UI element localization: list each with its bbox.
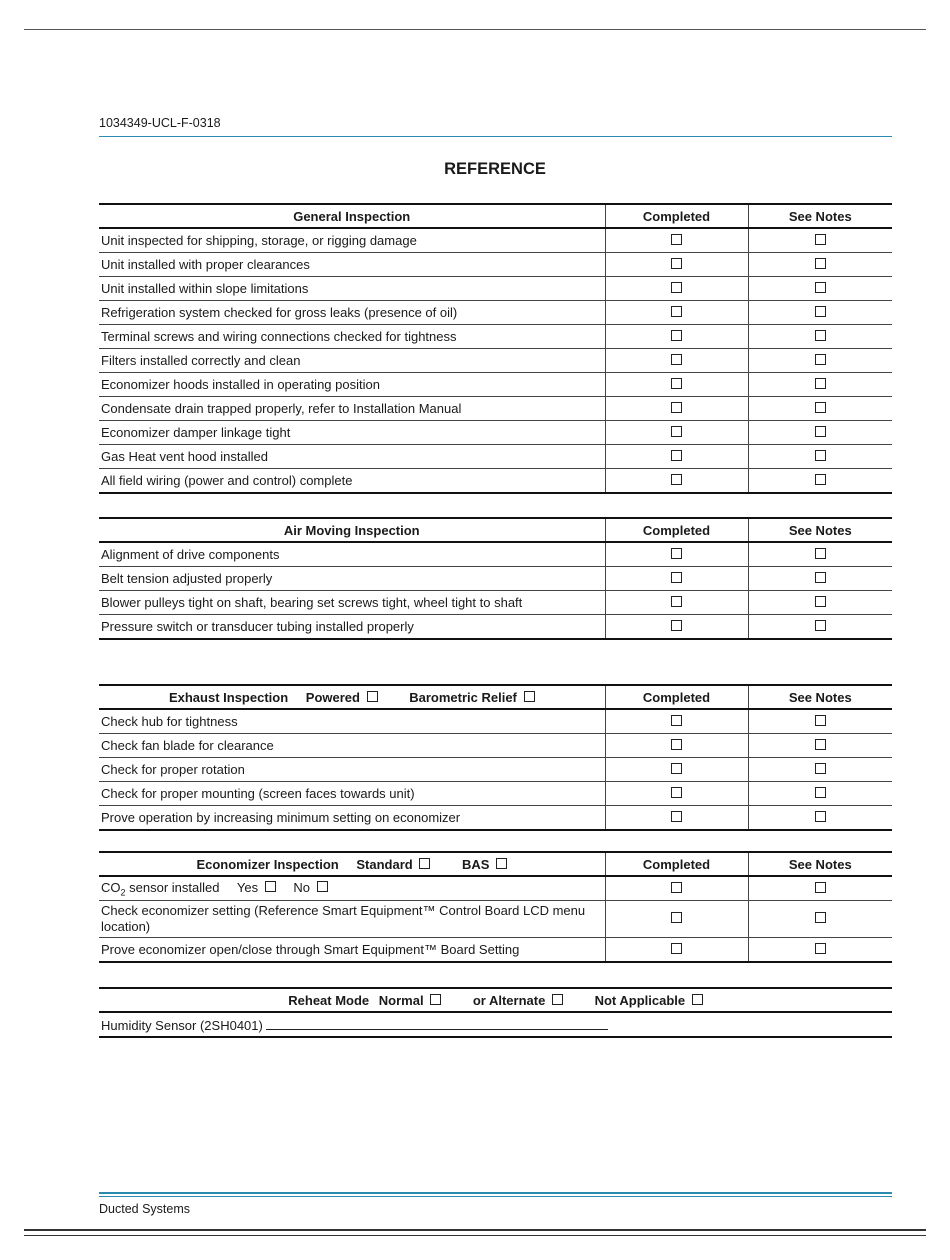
completed-checkbox[interactable]	[671, 763, 682, 774]
completed-checkbox[interactable]	[671, 620, 682, 631]
see-notes-checkbox[interactable]	[815, 763, 826, 774]
completed-cell	[605, 277, 748, 301]
top-rule	[24, 29, 926, 30]
table-row	[99, 1012, 892, 1037]
completed-checkbox[interactable]	[671, 402, 682, 413]
co2-yes-checkbox[interactable]	[265, 881, 276, 892]
reheat-normal-label: Normal	[378, 992, 424, 1008]
completed-header: Completed	[605, 685, 748, 709]
see-notes-cell	[748, 734, 892, 758]
table-row	[99, 253, 892, 277]
table-row	[99, 567, 892, 591]
row-label: Terminal screws and wiring connections checked for tightness	[99, 325, 605, 349]
see-notes-cell	[748, 349, 892, 373]
table-row	[99, 734, 892, 758]
row-label: Check for proper mounting (screen faces towards unit)	[99, 782, 605, 806]
see-notes-cell	[748, 806, 892, 831]
row-label: Check fan blade for clearance	[99, 734, 605, 758]
row-label: Pressure switch or transducer tubing installed properly	[99, 615, 605, 640]
see-notes-checkbox[interactable]	[815, 258, 826, 269]
co2-yes-label: Yes	[236, 879, 259, 895]
table-row	[99, 325, 892, 349]
page-title: REFERENCE	[444, 160, 546, 178]
row-label: Prove operation by increasing minimum setting on economizer	[99, 806, 605, 831]
table-row	[99, 876, 892, 901]
row-label: Unit installed within slope limitations	[99, 277, 605, 301]
completed-cell	[605, 349, 748, 373]
table-row	[99, 758, 892, 782]
economizer-inspection-heading	[99, 852, 605, 876]
table-row	[99, 301, 892, 325]
reheat-mode-heading	[99, 988, 892, 1012]
see-notes-cell	[748, 277, 892, 301]
co2-no-checkbox[interactable]	[317, 881, 328, 892]
completed-cell	[605, 469, 748, 494]
completed-cell	[605, 228, 748, 253]
see-notes-checkbox[interactable]	[815, 882, 826, 893]
completed-checkbox[interactable]	[671, 596, 682, 607]
completed-cell	[605, 397, 748, 421]
see-notes-checkbox[interactable]	[815, 943, 826, 954]
completed-cell	[605, 782, 748, 806]
exhaust-powered-label: Powered	[305, 689, 360, 705]
see-notes-header: See Notes	[748, 518, 892, 542]
completed-cell	[605, 421, 748, 445]
see-notes-checkbox[interactable]	[815, 354, 826, 365]
see-notes-cell	[748, 615, 892, 640]
row-label: Check for proper rotation	[99, 758, 605, 782]
general-inspection-table	[99, 203, 892, 494]
completed-cell	[605, 301, 748, 325]
row-label: Gas Heat vent hood installed	[99, 445, 605, 469]
completed-checkbox[interactable]	[671, 548, 682, 559]
completed-checkbox[interactable]	[671, 474, 682, 485]
table-row	[99, 349, 892, 373]
completed-checkbox[interactable]	[671, 378, 682, 389]
see-notes-checkbox[interactable]	[815, 426, 826, 437]
table-row	[99, 615, 892, 640]
row-label: All field wiring (power and control) complete	[99, 469, 605, 494]
completed-cell	[605, 591, 748, 615]
exhaust-barometric-label: Barometric Relief	[409, 689, 517, 705]
row-label: Check hub for tightness	[99, 709, 605, 734]
completed-checkbox[interactable]	[671, 787, 682, 798]
completed-cell	[605, 542, 748, 567]
reheat-not-applicable-label: Not Applicable	[594, 992, 686, 1008]
reheat-normal-checkbox[interactable]	[430, 994, 441, 1005]
table-row	[99, 277, 892, 301]
exhaust-heading-label: Exhaust Inspection	[168, 689, 289, 705]
see-notes-cell	[748, 542, 892, 567]
see-notes-cell	[748, 421, 892, 445]
completed-checkbox[interactable]	[671, 811, 682, 822]
see-notes-checkbox[interactable]	[815, 450, 826, 461]
completed-cell	[605, 615, 748, 640]
humidity-sensor-row	[99, 1012, 892, 1037]
reheat-alternate-label: or Alternate	[472, 992, 546, 1008]
see-notes-checkbox[interactable]	[815, 715, 826, 726]
bottom-rule	[24, 1235, 926, 1236]
see-notes-cell	[748, 228, 892, 253]
row-label: Unit installed with proper clearances	[99, 253, 605, 277]
header-rule	[99, 136, 892, 137]
reheat-mode-table	[99, 987, 892, 1038]
completed-checkbox[interactable]	[671, 715, 682, 726]
see-notes-checkbox[interactable]	[815, 572, 826, 583]
economizer-bas-label: BAS	[461, 856, 490, 872]
see-notes-checkbox[interactable]	[815, 787, 826, 798]
humidity-sensor-field[interactable]	[266, 1017, 608, 1030]
completed-checkbox[interactable]	[671, 943, 682, 954]
row-label: $CO_2$ sensor installed Yes No	[99, 876, 605, 901]
see-notes-checkbox[interactable]	[815, 402, 826, 413]
see-notes-cell	[748, 253, 892, 277]
completed-checkbox[interactable]	[671, 739, 682, 750]
see-notes-header: See Notes	[748, 685, 892, 709]
completed-cell	[605, 734, 748, 758]
air-moving-inspection-table	[99, 517, 892, 640]
completed-checkbox[interactable]	[671, 912, 682, 923]
table-row	[99, 445, 892, 469]
completed-checkbox[interactable]	[671, 330, 682, 341]
row-label: Prove economizer open/close through Smart Equipment™ Board Setting	[99, 938, 605, 963]
completed-header: Completed	[605, 852, 748, 876]
completed-checkbox[interactable]	[671, 282, 682, 293]
reheat-alternate-checkbox[interactable]	[552, 994, 563, 1005]
co2-no-label: No	[293, 879, 310, 895]
row-label: Economizer damper linkage tight	[99, 421, 605, 445]
completed-cell	[605, 445, 748, 469]
exhaust-inspection-heading	[99, 685, 605, 709]
table-row	[99, 421, 892, 445]
footer-rule	[99, 1196, 892, 1197]
row-label: Refrigeration system checked for gross leaks (presence of oil)	[99, 301, 605, 325]
see-notes-checkbox[interactable]	[815, 282, 826, 293]
see-notes-checkbox[interactable]	[815, 620, 826, 631]
humidity-sensor-label: Humidity Sensor (2SH0401)	[101, 1017, 263, 1033]
reheat-not-applicable-checkbox[interactable]	[692, 994, 703, 1005]
exhaust-powered-checkbox[interactable]	[367, 691, 378, 702]
completed-header: Completed	[605, 518, 748, 542]
see-notes-cell	[748, 325, 892, 349]
see-notes-checkbox[interactable]	[815, 474, 826, 485]
bottom-rule	[24, 1229, 926, 1231]
see-notes-header: See Notes	[748, 204, 892, 228]
see-notes-cell	[748, 709, 892, 734]
completed-checkbox[interactable]	[671, 450, 682, 461]
table-row	[99, 901, 892, 938]
completed-cell	[605, 758, 748, 782]
see-notes-checkbox[interactable]	[815, 739, 826, 750]
see-notes-checkbox[interactable]	[815, 330, 826, 341]
completed-cell	[605, 806, 748, 831]
see-notes-checkbox[interactable]	[815, 548, 826, 559]
completed-checkbox[interactable]	[671, 306, 682, 317]
economizer-bas-checkbox[interactable]	[496, 858, 507, 869]
completed-checkbox[interactable]	[671, 572, 682, 583]
document-id: 1034349-UCL-F-0318	[99, 116, 221, 130]
economizer-standard-checkbox[interactable]	[419, 858, 430, 869]
see-notes-cell	[748, 567, 892, 591]
see-notes-cell	[748, 301, 892, 325]
footer-rule	[99, 1192, 892, 1194]
table-row	[99, 228, 892, 253]
see-notes-checkbox[interactable]	[815, 596, 826, 607]
economizer-inspection-table	[99, 851, 892, 963]
see-notes-header: See Notes	[748, 852, 892, 876]
completed-checkbox[interactable]	[671, 234, 682, 245]
completed-checkbox[interactable]	[671, 426, 682, 437]
see-notes-checkbox[interactable]	[815, 306, 826, 317]
see-notes-checkbox[interactable]	[815, 234, 826, 245]
see-notes-cell	[748, 758, 892, 782]
see-notes-checkbox[interactable]	[815, 378, 826, 389]
completed-cell	[605, 373, 748, 397]
row-label: Belt tension adjusted properly	[99, 567, 605, 591]
completed-cell	[605, 938, 748, 963]
exhaust-barometric-checkbox[interactable]	[524, 691, 535, 702]
row-label: Blower pulleys tight on shaft, bearing set screws tight, wheel tight to shaft	[99, 591, 605, 615]
see-notes-cell	[748, 469, 892, 494]
see-notes-cell	[748, 397, 892, 421]
table-row	[99, 938, 892, 963]
completed-cell	[605, 901, 748, 938]
footer-text: Ducted Systems	[99, 1202, 191, 1216]
exhaust-inspection-table	[99, 684, 892, 831]
table-row	[99, 709, 892, 734]
reheat-heading-label: Reheat Mode	[288, 992, 370, 1008]
row-label: Unit inspected for shipping, storage, or rigging damage	[99, 228, 605, 253]
see-notes-checkbox[interactable]	[815, 811, 826, 822]
row-label: Condensate drain trapped properly, refer to Installation Manual	[99, 397, 605, 421]
see-notes-cell	[748, 373, 892, 397]
row-label: Check economizer setting (Reference Smart Equipment™ Control Board LCD menu location)	[99, 901, 605, 938]
completed-checkbox[interactable]	[671, 258, 682, 269]
see-notes-cell	[748, 445, 892, 469]
see-notes-cell	[748, 938, 892, 963]
completed-cell	[605, 567, 748, 591]
economizer-standard-label: Standard	[356, 856, 413, 872]
general-inspection-heading: General Inspection	[99, 204, 605, 228]
table-row	[99, 373, 892, 397]
economizer-heading-label: Economizer Inspection	[196, 856, 339, 872]
table-row	[99, 542, 892, 567]
completed-cell	[605, 876, 748, 901]
see-notes-checkbox[interactable]	[815, 912, 826, 923]
table-row	[99, 397, 892, 421]
completed-cell	[605, 253, 748, 277]
table-row	[99, 806, 892, 831]
see-notes-cell	[748, 876, 892, 901]
see-notes-cell	[748, 591, 892, 615]
row-label: Economizer hoods installed in operating position	[99, 373, 605, 397]
completed-checkbox[interactable]	[671, 354, 682, 365]
row-label: Alignment of drive components	[99, 542, 605, 567]
table-row	[99, 782, 892, 806]
table-row	[99, 469, 892, 494]
table-row	[99, 591, 892, 615]
completed-checkbox[interactable]	[671, 882, 682, 893]
row-label: Filters installed correctly and clean	[99, 349, 605, 373]
see-notes-cell	[748, 901, 892, 938]
completed-header: Completed	[605, 204, 748, 228]
completed-cell	[605, 325, 748, 349]
see-notes-cell	[748, 782, 892, 806]
completed-cell	[605, 709, 748, 734]
air-moving-inspection-heading: Air Moving Inspection	[99, 518, 605, 542]
